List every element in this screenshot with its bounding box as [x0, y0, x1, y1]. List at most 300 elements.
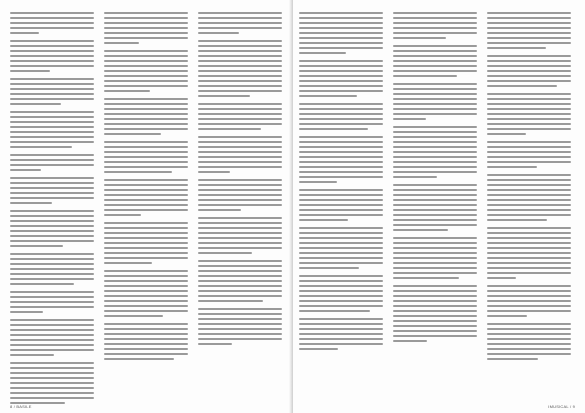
text-line [393, 45, 477, 47]
text-line [104, 32, 188, 34]
text-line [10, 283, 74, 285]
text-line [104, 310, 188, 312]
text-line [198, 184, 282, 186]
text-line [299, 118, 383, 120]
paragraph [487, 141, 571, 168]
text-line [299, 204, 383, 206]
text-line [198, 333, 282, 335]
text-line [198, 270, 282, 272]
text-line [104, 75, 188, 77]
text-line [104, 85, 188, 87]
text-line [10, 210, 94, 212]
text-line [393, 136, 477, 138]
text-line [10, 253, 94, 255]
text-line [487, 199, 571, 201]
paragraph [10, 210, 94, 247]
text-line [104, 333, 188, 335]
text-line [487, 133, 526, 135]
text-line [104, 252, 188, 254]
paragraph [393, 126, 477, 178]
text-line [487, 338, 571, 340]
paragraph [487, 12, 571, 49]
text-line [487, 17, 571, 19]
text-line [104, 179, 188, 181]
text-line [198, 45, 282, 47]
text-line [198, 308, 282, 310]
text-line [299, 80, 383, 82]
text-line [393, 32, 477, 34]
text-line [487, 209, 571, 211]
text-line [104, 171, 172, 173]
text-line [393, 27, 477, 29]
text-line [104, 98, 188, 100]
text-line [198, 323, 282, 325]
paragraph [393, 83, 477, 120]
text-line [393, 242, 477, 244]
text-line [299, 237, 383, 239]
text-line [198, 260, 282, 262]
text-line [10, 17, 94, 19]
text-line [198, 12, 282, 14]
text-line [198, 123, 282, 125]
text-line [104, 199, 188, 201]
text-line [198, 27, 282, 29]
text-line [393, 204, 477, 206]
text-line [299, 128, 368, 130]
text-line [487, 184, 571, 186]
text-line [198, 32, 239, 34]
text-line [393, 247, 477, 249]
text-line [104, 194, 188, 196]
text-line [393, 272, 477, 274]
text-line [393, 315, 477, 317]
text-line [198, 209, 241, 211]
text-line [104, 123, 188, 125]
paragraph [198, 136, 282, 173]
text-line [198, 343, 232, 345]
text-line [487, 219, 547, 221]
text-line [10, 230, 94, 232]
text-line [487, 214, 571, 216]
text-line [10, 220, 94, 222]
text-line [487, 343, 571, 345]
text-line [487, 123, 571, 125]
text-line [393, 237, 477, 239]
text-column-1 [10, 12, 94, 410]
text-line [487, 128, 571, 130]
text-line [198, 75, 282, 77]
text-line [299, 214, 383, 216]
text-line [487, 37, 571, 39]
text-line [299, 141, 383, 143]
text-line [487, 242, 571, 244]
text-line [299, 108, 383, 110]
text-line [198, 151, 282, 153]
text-line [198, 171, 230, 173]
text-line [198, 179, 282, 181]
text-line [393, 146, 477, 148]
text-line [393, 98, 477, 100]
paragraph [104, 222, 188, 264]
text-line [393, 156, 477, 158]
text-line [299, 95, 357, 97]
text-line [10, 182, 94, 184]
text-line [10, 83, 94, 85]
text-line [10, 334, 94, 336]
text-line [104, 37, 188, 39]
text-line [104, 227, 188, 229]
text-line [198, 50, 282, 52]
text-line [393, 75, 457, 77]
paragraph [198, 260, 282, 302]
text-line [487, 174, 571, 176]
paragraph [104, 98, 188, 135]
text-line [10, 291, 94, 293]
text-line [104, 108, 188, 110]
text-line [487, 295, 571, 297]
text-line [10, 55, 94, 57]
text-line [10, 245, 63, 247]
text-line [104, 280, 188, 282]
text-line [10, 40, 94, 42]
paragraph [299, 318, 383, 350]
text-line [393, 22, 477, 24]
text-line [10, 187, 94, 189]
text-line [198, 295, 282, 297]
text-line [393, 310, 477, 312]
text-line [299, 209, 383, 211]
text-line [299, 257, 383, 259]
text-line [393, 151, 477, 153]
paragraph [299, 103, 383, 130]
text-line [104, 285, 188, 287]
paragraph [393, 285, 477, 342]
text-line [10, 392, 94, 394]
text-line [104, 242, 188, 244]
text-line [198, 141, 282, 143]
text-line [104, 237, 188, 239]
text-line [10, 12, 94, 14]
paragraph [10, 12, 94, 34]
paragraph [487, 285, 571, 317]
text-line [299, 328, 383, 330]
text-line [393, 340, 427, 342]
text-line [393, 93, 477, 95]
text-line [487, 252, 571, 254]
text-line [487, 166, 537, 168]
text-line [299, 300, 383, 302]
text-line [10, 159, 94, 161]
paragraph [198, 179, 282, 211]
text-line [487, 103, 571, 105]
text-line [393, 224, 477, 226]
text-line [487, 75, 571, 77]
text-line [393, 176, 437, 178]
text-line [487, 333, 571, 335]
text-line [198, 222, 282, 224]
paragraph [10, 253, 94, 285]
text-line [198, 156, 282, 158]
text-line [393, 189, 477, 191]
text-line [10, 225, 94, 227]
text-line [487, 328, 571, 330]
paragraph [104, 12, 188, 44]
text-line [487, 60, 571, 62]
text-line [10, 65, 94, 67]
text-line [198, 338, 282, 340]
text-line [487, 55, 571, 57]
text-line [104, 305, 188, 307]
text-line [10, 22, 94, 24]
text-line [299, 290, 383, 292]
text-line [299, 166, 383, 168]
text-line [299, 60, 383, 62]
paragraph [299, 136, 383, 183]
text-line [393, 50, 477, 52]
text-line [487, 277, 516, 279]
text-line [10, 177, 94, 179]
text-line [104, 166, 188, 168]
text-line [198, 280, 282, 282]
text-line [10, 192, 94, 194]
text-line [299, 285, 383, 287]
text-line [10, 103, 61, 105]
page-folio-left: 8 / BASILE [10, 404, 32, 409]
text-line [198, 128, 261, 130]
text-line [487, 285, 571, 287]
text-line [393, 252, 477, 254]
text-line [10, 377, 94, 379]
text-line [10, 367, 94, 369]
paragraph [198, 103, 282, 130]
text-line [299, 17, 383, 19]
text-line [10, 263, 94, 265]
text-line [104, 12, 188, 14]
paragraph [299, 227, 383, 269]
text-line [393, 285, 477, 287]
paragraph [487, 93, 571, 135]
text-line [393, 209, 477, 211]
text-line [393, 83, 477, 85]
text-line [104, 146, 188, 148]
text-line [198, 247, 282, 249]
text-line [104, 348, 188, 350]
text-line [487, 323, 571, 325]
text-line [487, 348, 571, 350]
text-line [299, 22, 383, 24]
text-line [104, 90, 150, 92]
paragraph [10, 291, 94, 313]
text-line [198, 146, 282, 148]
text-line [104, 128, 188, 130]
text-line [487, 12, 571, 14]
text-line [10, 339, 94, 341]
text-line [299, 295, 383, 297]
text-line [487, 358, 538, 360]
text-line [198, 108, 282, 110]
text-line [299, 161, 383, 163]
text-line [10, 215, 94, 217]
text-line [299, 156, 383, 158]
text-line [487, 151, 571, 153]
text-line [393, 290, 477, 292]
text-line [198, 118, 282, 120]
text-line [393, 17, 477, 19]
text-line [198, 85, 282, 87]
text-column-2 [104, 12, 188, 366]
text-line [299, 227, 383, 229]
text-line [10, 27, 94, 29]
text-line [104, 214, 141, 216]
text-column-5 [393, 12, 477, 348]
text-line [393, 257, 477, 259]
text-line [299, 27, 383, 29]
text-line [104, 60, 188, 62]
text-line [487, 141, 571, 143]
text-line [10, 268, 94, 270]
text-line [198, 90, 282, 92]
text-line [198, 252, 252, 254]
text-line [104, 290, 188, 292]
text-line [104, 113, 188, 115]
text-line [198, 204, 282, 206]
text-line [10, 354, 54, 356]
text-line [10, 146, 72, 148]
text-line [487, 47, 546, 49]
text-line [299, 85, 383, 87]
text-line [198, 161, 282, 163]
text-line [393, 65, 477, 67]
text-line [198, 189, 282, 191]
text-line [198, 275, 282, 277]
text-line [198, 265, 282, 267]
text-line [393, 118, 426, 120]
text-line [299, 90, 383, 92]
text-line [487, 272, 571, 274]
paragraph [198, 40, 282, 97]
text-line [393, 262, 477, 264]
text-line [10, 382, 94, 384]
text-line [299, 247, 383, 249]
text-line [393, 113, 477, 115]
text-line [10, 344, 94, 346]
text-line [393, 131, 477, 133]
text-line [299, 37, 383, 39]
text-line [487, 80, 571, 82]
text-line [299, 176, 383, 178]
text-line [487, 179, 571, 181]
text-column-6 [487, 12, 571, 366]
text-line [487, 93, 571, 95]
text-line [393, 277, 459, 279]
paragraph [10, 362, 94, 404]
text-line [487, 194, 571, 196]
text-line [10, 301, 94, 303]
text-line [299, 252, 383, 254]
text-line [104, 161, 188, 163]
text-line [104, 55, 188, 57]
text-line [104, 50, 188, 52]
text-line [10, 60, 94, 62]
text-line [198, 194, 282, 196]
paragraph [104, 270, 188, 317]
text-line [487, 113, 571, 115]
text-line [10, 111, 94, 113]
text-line [487, 353, 571, 355]
paragraph [487, 55, 571, 87]
text-line [299, 70, 383, 72]
text-line [104, 65, 188, 67]
text-line [393, 70, 477, 72]
text-line [487, 85, 557, 87]
text-line [104, 300, 188, 302]
text-line [104, 184, 188, 186]
text-line [104, 257, 188, 259]
text-line [104, 247, 188, 249]
paragraph [10, 78, 94, 105]
text-line [198, 70, 282, 72]
text-line [299, 113, 383, 115]
text-line [10, 141, 94, 143]
text-line [198, 232, 282, 234]
text-line [393, 330, 477, 332]
text-line [104, 315, 163, 317]
text-line [393, 171, 477, 173]
text-line [299, 318, 383, 320]
text-line [10, 278, 94, 280]
text-line [299, 75, 383, 77]
text-line [487, 22, 571, 24]
text-line [393, 161, 477, 163]
text-line [198, 285, 282, 287]
text-line [393, 194, 477, 196]
text-line [487, 204, 571, 206]
text-line [10, 121, 94, 123]
text-line [198, 17, 282, 19]
text-line [299, 242, 383, 244]
text-line [10, 136, 94, 138]
text-line [393, 184, 477, 186]
text-line [393, 103, 477, 105]
text-line [104, 204, 188, 206]
text-line [299, 151, 383, 153]
text-line [299, 310, 370, 312]
text-line [299, 65, 383, 67]
text-line [487, 237, 571, 239]
text-line [10, 258, 94, 260]
text-line [198, 300, 263, 302]
text-line [487, 300, 571, 302]
text-line [104, 156, 188, 158]
text-line [10, 169, 41, 171]
text-line [198, 55, 282, 57]
text-line [10, 324, 94, 326]
text-line [299, 189, 383, 191]
text-line [393, 55, 477, 57]
text-line [10, 235, 94, 237]
text-line [104, 338, 188, 340]
text-line [10, 32, 39, 34]
text-line [198, 328, 282, 330]
text-line [487, 227, 571, 229]
text-line [104, 17, 188, 19]
text-line [393, 141, 477, 143]
text-line [10, 387, 94, 389]
text-line [10, 362, 94, 364]
text-line [104, 189, 188, 191]
text-column-3 [198, 12, 282, 351]
paragraph [487, 227, 571, 279]
